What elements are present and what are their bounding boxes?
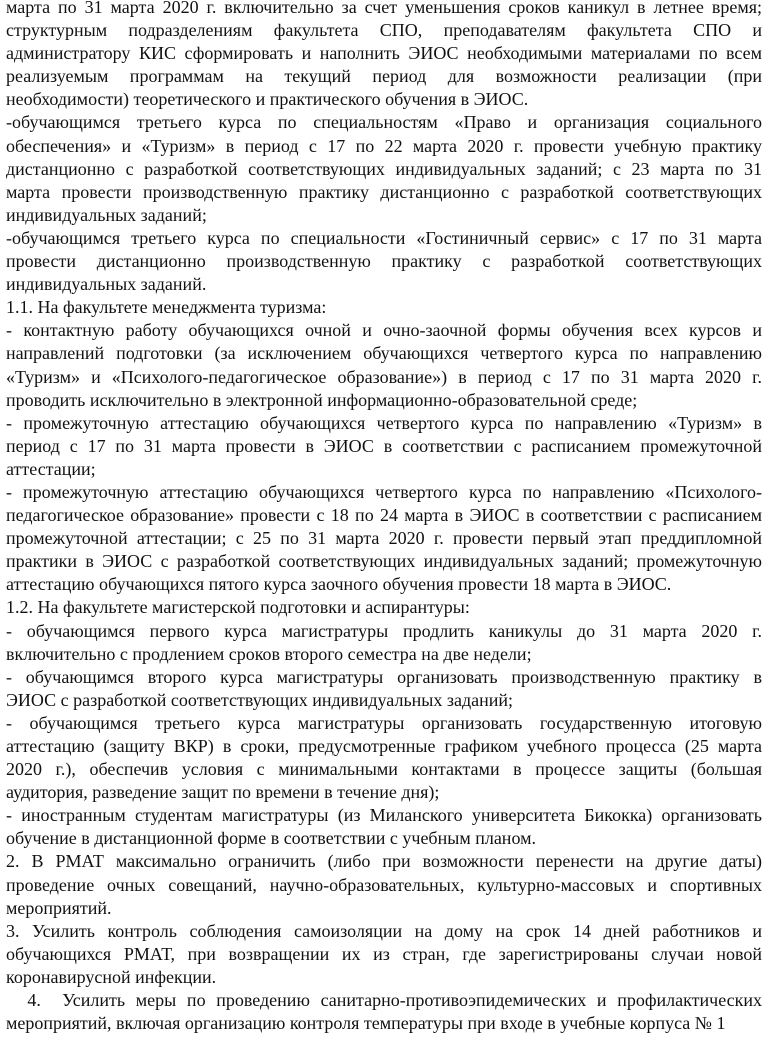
paragraph-1-2-first-year	[6, 620, 762, 666]
text-line: обучение в дистанционной форме в соответствии с учебным планом.	[6, 828, 536, 849]
paragraph-1-2-third-year	[6, 712, 762, 804]
paragraph-1-1-attestation-turizm	[6, 412, 762, 481]
text-line: -обучающимся третьего курса по специальностям «Право и организация социального	[6, 112, 762, 133]
text-line: дистанционно с разработкой соответствующих индивидуальных заданий; с 23 марта по 31	[6, 158, 762, 179]
paragraph-4	[6, 989, 762, 1035]
text-line: провести дистанционно производственную практику с разработкой соответствующих	[6, 251, 762, 272]
text-line: индивидуальных заданий.	[6, 274, 207, 295]
text-line: коронавирусной инфекции.	[6, 966, 217, 987]
text-line: педагогическое образование» провести с 18 по 24 марта в ЭИОС в соответствии с расписанием	[6, 505, 762, 526]
text-line: - обучающимся второго курса магистратуры организовать производственную практику в	[6, 666, 762, 687]
paragraph-1-2-foreign	[6, 804, 762, 850]
text-line: 4. Усилить меры по проведению санитарно-противоэпидемических и профилактических	[6, 990, 762, 1011]
text-line: направлений подготовки (за исключением обучающихся четвертого курса по направлению	[6, 343, 762, 364]
text-line: марта по 31 марта 2020 г. включительно за счет уменьшения сроков каникул в летнее время;	[6, 0, 762, 17]
text-line: - промежуточную аттестацию обучающихся четвертого курса по направлению «Туризм» в	[6, 412, 762, 433]
text-line: 2. В РМАТ максимально ограничить (либо при возможности перенести на другие даты)	[6, 851, 762, 872]
text-line: аттестации;	[6, 458, 96, 479]
text-line: администратору КИС сформировать и наполнить ЭИОС необходимыми материалами по всем	[6, 43, 762, 64]
paragraph-third-year-gostinichny	[6, 227, 762, 296]
text-line: обучающихся РМАТ, при возвращении их из стран, где зарегистрированы случаи новой	[6, 943, 762, 964]
paragraph-1-1-contact-work	[6, 319, 762, 411]
text-line: -обучающимся третьего курса по специальности «Гостиничный сервис» с 17 по 31 марта	[6, 227, 762, 248]
text-line: период с 17 по 31 марта провести в ЭИОС в соответствии с расписанием промежуточной	[6, 435, 762, 456]
text-line: аттестацию (защиту ВКР) в сроки, предусмотренные графиком учебного процесса (25 марта	[6, 736, 762, 756]
text-line: - иностранным студентам магистратуры (из Миланского университета Бикокка) организовать	[6, 805, 762, 826]
paragraph-3	[6, 920, 762, 989]
text-line: аудитория, разведение защит по времени в течение дня);	[6, 782, 440, 803]
paragraph-third-year-pravo-turizm	[6, 111, 762, 226]
text-line: проводить исключительно в электронной информационно-образовательной среде;	[6, 389, 638, 410]
paragraph-2	[6, 850, 762, 919]
text-line: - обучающимся третьего курса магистратуры организовать государственную итоговую	[6, 712, 762, 733]
text-line: - обучающимся первого курса магистратуры продлить каникулы до 31 марта 2020 г.	[6, 620, 762, 641]
text-line: 3. Усилить контроль соблюдения самоизоляции на дому на срок 14 дней работников и	[6, 920, 762, 941]
text-line: ЭИОС с разработкой соответствующих индивидуальных заданий;	[6, 689, 514, 710]
paragraph-intro-continuation	[6, 0, 762, 111]
text-line: необходимости) теоретического и практического обучения в ЭИОС.	[6, 89, 529, 110]
text-line: практики в ЭИОС с разработкой соответствующих индивидуальных заданий; промежуточную	[6, 551, 762, 572]
paragraph-1-1-attestation-psych	[6, 481, 762, 596]
text-line: проведение очных совещаний, научно-образовательных, культурно-массовых и спортивных	[6, 874, 762, 895]
text-line: мероприятий.	[6, 897, 112, 918]
paragraph-1-1-heading	[6, 296, 762, 319]
text-line: промежуточной аттестации; с 25 по 31 марта 2020 г. провести первый этап преддипломной	[6, 528, 762, 549]
text-line: обеспечения» и «Туризм» в период с 17 по 22 марта 2020 г. провести учебную практику	[6, 135, 762, 156]
text-line: 1.2. На факультете магистерской подготовки и аспирантуры:	[6, 597, 470, 618]
text-line: - контактную работу обучающихся очной и очно-заочной формы обучения всех курсов и	[6, 320, 762, 341]
text-line: индивидуальных заданий;	[6, 204, 207, 225]
text-line: марта провести производственную практику дистанционно с разработкой соответствующих	[6, 181, 762, 202]
text-line: «Туризм» и «Психолого-педагогическое образование») в период с 17 по 31 марта 2020 г.	[6, 366, 762, 387]
text-line: включительно с продлением сроков второго семестра на две недели;	[6, 643, 532, 664]
text-line: - промежуточную аттестацию обучающихся четвертого курса по направлению «Психолого-	[6, 481, 762, 502]
text-line: аттестацию обучающихся пятого курса заочного обучения провести 18 марта в ЭИОС.	[6, 574, 672, 595]
paragraph-1-2-second-year	[6, 666, 762, 712]
paragraph-1-2-heading	[6, 596, 762, 619]
text-line: структурным подразделениям факультета СПО, преподавателям факультета СПО и	[6, 20, 762, 41]
text-line: реализуемым программам на текущий период для возможности реализации (при	[6, 66, 762, 87]
text-line: 1.1. На факультете менеджмента туризма:	[6, 297, 327, 318]
text-line: мероприятий, включая организацию контроля температуры при входе в учебные корпуса № 1	[6, 1013, 726, 1034]
text-line: 2020 г.), обеспечив условия с минимальными контактами в процессе защиты (большая	[6, 759, 762, 780]
